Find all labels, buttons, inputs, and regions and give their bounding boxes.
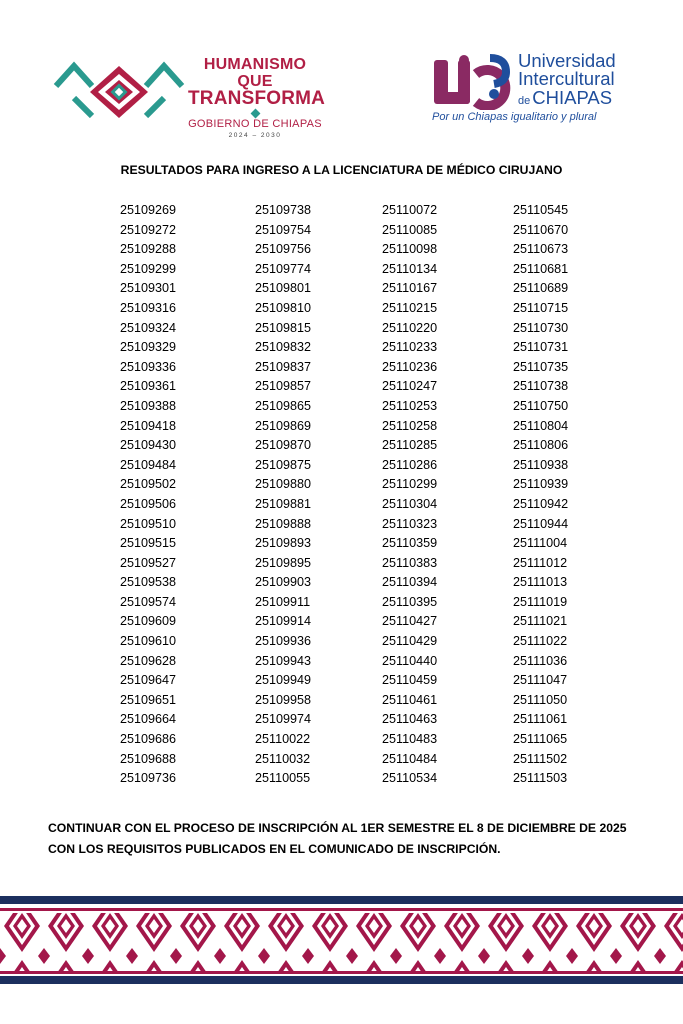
result-folio: 25111065 bbox=[513, 732, 568, 747]
result-folio: 25110730 bbox=[513, 320, 569, 335]
result-folio: 25109888 bbox=[255, 516, 312, 531]
result-folio: 25109801 bbox=[255, 281, 312, 296]
result-folio: 25109958 bbox=[255, 692, 312, 707]
result-folio: 25109336 bbox=[120, 359, 177, 374]
result-folio: 25110215 bbox=[382, 300, 438, 315]
unich-emblem-icon bbox=[432, 54, 516, 110]
result-folio: 25109865 bbox=[255, 398, 312, 413]
result-folio: 25110681 bbox=[513, 261, 569, 276]
result-folio: 25110483 bbox=[382, 732, 438, 747]
result-folio: 25109664 bbox=[120, 712, 177, 727]
result-folio: 25109914 bbox=[255, 614, 312, 629]
result-folio: 25110715 bbox=[513, 300, 569, 315]
result-folio: 25111021 bbox=[513, 614, 568, 629]
results-column-4 bbox=[513, 201, 568, 789]
result-folio: 25109756 bbox=[255, 242, 312, 257]
result-folio: 25109502 bbox=[120, 477, 177, 492]
result-folio: 25110220 bbox=[382, 320, 438, 335]
result-folio: 25110383 bbox=[382, 555, 438, 570]
result-folio: 25110938 bbox=[513, 457, 569, 472]
result-folio: 25109329 bbox=[120, 340, 177, 355]
result-folio: 25109506 bbox=[120, 496, 177, 511]
result-folio: 25110167 bbox=[382, 281, 438, 296]
result-folio: 25111013 bbox=[513, 575, 568, 590]
result-folio: 25111012 bbox=[513, 555, 568, 570]
result-folio: 25109815 bbox=[255, 320, 312, 335]
result-folio: 25110459 bbox=[382, 673, 438, 688]
result-folio: 25109736 bbox=[120, 771, 177, 786]
result-folio: 25110738 bbox=[513, 379, 569, 394]
results-table bbox=[0, 201, 683, 801]
result-folio: 25111502 bbox=[513, 751, 568, 766]
result-folio: 25111503 bbox=[513, 771, 568, 786]
result-folio: 25110806 bbox=[513, 438, 569, 453]
gov-logo-line1: HUMANISMO QUE bbox=[203, 56, 307, 90]
result-folio: 25111022 bbox=[513, 634, 568, 649]
result-folio: 25109299 bbox=[120, 261, 177, 276]
result-folio: 25110463 bbox=[382, 712, 438, 727]
result-folio: 25110427 bbox=[382, 614, 438, 629]
uni-slogan: Por un Chiapas igualitario y plural bbox=[432, 111, 597, 123]
result-folio: 25110735 bbox=[513, 359, 569, 374]
gov-logo-line2: TRANSFORMA bbox=[188, 88, 326, 109]
result-folio: 25110134 bbox=[382, 261, 438, 276]
result-folio: 25109911 bbox=[255, 594, 311, 609]
result-folio: 25109974 bbox=[255, 712, 312, 727]
result-folio: 25109484 bbox=[120, 457, 177, 472]
result-folio: 25109936 bbox=[255, 634, 312, 649]
result-folio: 25111047 bbox=[513, 673, 568, 688]
result-folio: 25109903 bbox=[255, 575, 312, 590]
result-folio: 25110689 bbox=[513, 281, 569, 296]
result-folio: 25110429 bbox=[382, 634, 438, 649]
result-folio: 25109857 bbox=[255, 379, 312, 394]
result-folio: 25111036 bbox=[513, 653, 568, 668]
result-folio: 25110098 bbox=[382, 242, 438, 257]
result-folio: 25109686 bbox=[120, 732, 177, 747]
enrollment-note: CONTINUAR CON EL PROCESO DE INSCRIPCIÓN AL 1ER SEMESTRE EL 8 DE DICIEMBRE DE 2025 CON LOS REQUISITOS PUBLICADOS EN EL COMUNICADO DE INSCRIPCIÓN. bbox=[48, 821, 627, 856]
result-folio: 25109774 bbox=[255, 261, 312, 276]
gov-logo-period: 2024 – 2030 bbox=[228, 132, 282, 139]
result-folio: 25110670 bbox=[513, 222, 569, 237]
result-folio: 25110731 bbox=[513, 340, 569, 355]
result-folio: 25110750 bbox=[513, 398, 569, 413]
result-folio: 25109754 bbox=[255, 222, 312, 237]
uni-logo-line1: Universidad bbox=[518, 50, 616, 71]
page-title: RESULTADOS PARA INGRESO A LA LICENCIATURA DE MÉDICO CIRUJANO bbox=[120, 163, 563, 177]
uni-logo-chiapas: CHIAPAS bbox=[532, 87, 613, 108]
gobierno-chiapas-logo bbox=[52, 52, 326, 139]
result-folio: 25109301 bbox=[120, 281, 177, 296]
result-folio: 25111004 bbox=[513, 536, 568, 551]
result-folio: 25109881 bbox=[255, 496, 312, 511]
result-folio: 25109880 bbox=[255, 477, 312, 492]
gov-logo-line3: GOBIERNO DE CHIAPAS bbox=[188, 118, 322, 130]
result-folio: 25110484 bbox=[382, 751, 438, 766]
result-folio: 25110233 bbox=[382, 340, 438, 355]
result-folio: 25109688 bbox=[120, 751, 177, 766]
result-folio: 25110304 bbox=[382, 496, 438, 511]
result-folio: 25110072 bbox=[382, 203, 438, 217]
result-folio: 25109538 bbox=[120, 575, 177, 590]
result-folio: 25109510 bbox=[120, 516, 177, 531]
result-folio: 25110323 bbox=[382, 516, 438, 531]
result-folio: 25111050 bbox=[513, 692, 568, 707]
result-folio: 25110299 bbox=[382, 477, 438, 492]
result-folio: 25109316 bbox=[120, 300, 177, 315]
result-folio: 25111019 bbox=[513, 594, 568, 609]
result-folio: 25109628 bbox=[120, 653, 177, 668]
result-folio: 25110395 bbox=[382, 594, 438, 609]
result-folio: 25110286 bbox=[382, 457, 438, 472]
result-folio: 25109647 bbox=[120, 673, 177, 688]
uni-logo-line3 bbox=[518, 88, 650, 111]
result-folio: 25109869 bbox=[255, 418, 312, 433]
result-folio: 25109609 bbox=[120, 614, 177, 629]
result-folio: 25110236 bbox=[382, 359, 438, 374]
result-folio: 25110055 bbox=[255, 771, 311, 786]
result-folio: 25110032 bbox=[255, 751, 311, 766]
universidad-intercultural-logo bbox=[432, 50, 647, 128]
result-folio: 25109272 bbox=[120, 222, 177, 237]
result-folio: 25110085 bbox=[382, 222, 438, 237]
result-folio: 25110461 bbox=[382, 692, 438, 707]
result-folio: 25109288 bbox=[120, 242, 177, 257]
result-folio: 25109949 bbox=[255, 673, 312, 688]
result-folio: 25110534 bbox=[382, 771, 438, 786]
result-folio: 25110022 bbox=[255, 732, 311, 747]
result-folio: 25109388 bbox=[120, 398, 177, 413]
result-folio: 25109943 bbox=[255, 653, 312, 668]
result-folio: 25109738 bbox=[255, 203, 312, 217]
result-folio: 25109832 bbox=[255, 340, 312, 355]
result-folio: 25109269 bbox=[120, 203, 177, 217]
result-folio: 25110942 bbox=[513, 496, 569, 511]
result-folio: 25110359 bbox=[382, 536, 438, 551]
decorative-textile-band bbox=[0, 896, 683, 984]
result-folio: 25110440 bbox=[382, 653, 438, 668]
uni-logo-de: de bbox=[518, 95, 531, 107]
result-folio: 25110394 bbox=[382, 575, 438, 590]
result-folio: 25109893 bbox=[255, 536, 312, 551]
result-folio: 25110253 bbox=[382, 398, 438, 413]
result-folio: 25109837 bbox=[255, 359, 312, 374]
result-folio: 25109430 bbox=[120, 438, 177, 453]
result-folio: 25110939 bbox=[513, 477, 569, 492]
result-folio: 25110804 bbox=[513, 418, 569, 433]
result-folio: 25109870 bbox=[255, 438, 312, 453]
result-folio: 25109527 bbox=[120, 555, 177, 570]
result-folio: 25110673 bbox=[513, 242, 569, 257]
result-folio: 25109361 bbox=[120, 379, 177, 394]
results-column-3 bbox=[382, 201, 437, 789]
result-folio: 25109324 bbox=[120, 320, 177, 335]
result-folio: 25109895 bbox=[255, 555, 312, 570]
result-folio: 25110285 bbox=[382, 438, 438, 453]
results-column-2 bbox=[255, 201, 311, 789]
result-folio: 25109810 bbox=[255, 300, 312, 315]
gobierno-emblem-icon bbox=[52, 56, 186, 118]
result-folio: 25109875 bbox=[255, 457, 312, 472]
result-folio: 25109574 bbox=[120, 594, 177, 609]
diamond-icon bbox=[250, 109, 260, 119]
result-folio: 25109418 bbox=[120, 418, 177, 433]
results-column-1 bbox=[120, 201, 176, 789]
result-folio: 25110247 bbox=[382, 379, 438, 394]
result-folio: 25111061 bbox=[513, 712, 568, 727]
result-folio: 25110258 bbox=[382, 418, 438, 433]
result-folio: 25109651 bbox=[120, 692, 177, 707]
result-folio: 25109515 bbox=[120, 536, 177, 551]
result-folio: 25109610 bbox=[120, 634, 177, 649]
result-folio: 25110944 bbox=[513, 516, 569, 531]
result-folio: 25110545 bbox=[513, 203, 569, 217]
uni-logo-line2: Intercultural bbox=[518, 68, 615, 89]
